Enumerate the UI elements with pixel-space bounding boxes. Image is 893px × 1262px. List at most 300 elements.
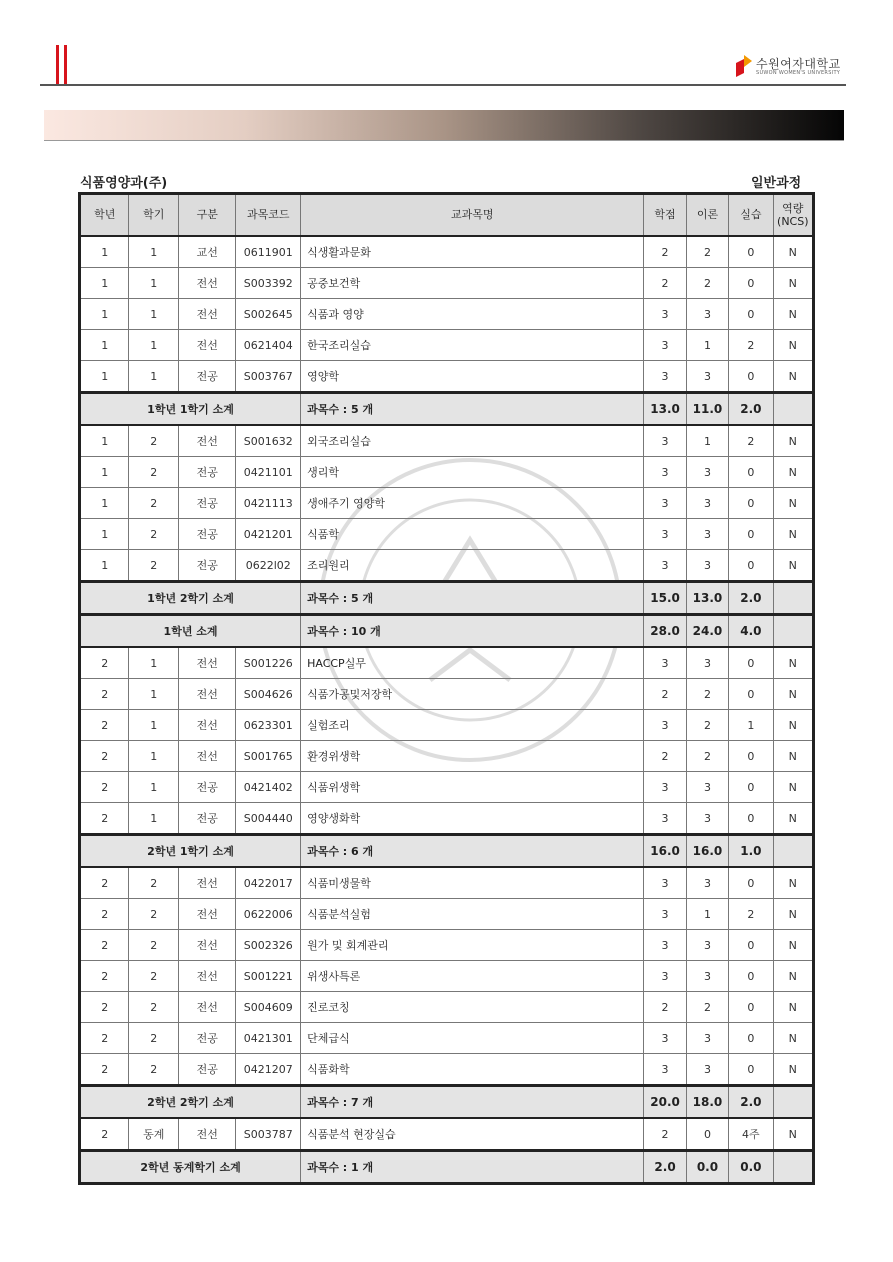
cell-semester: 2 xyxy=(129,1023,178,1054)
subtotal-course-count: 과목수 : 6 개 xyxy=(301,835,644,868)
subtotal-ncs-empty xyxy=(773,1086,813,1119)
cell-practice: 0 xyxy=(729,679,773,710)
cell-course-code: 0421402 xyxy=(236,772,301,803)
subtotal-practice: 2.0 xyxy=(729,582,773,615)
header-accent-bar-left xyxy=(56,45,59,85)
cell-practice: 0 xyxy=(729,236,773,268)
cell-credits: 3 xyxy=(644,1054,686,1086)
subtotal-credits: 15.0 xyxy=(644,582,686,615)
table-header-row xyxy=(80,194,814,237)
cell-semester: 1 xyxy=(129,647,178,679)
subtotal-row xyxy=(80,582,814,615)
cell-year: 2 xyxy=(80,647,129,679)
cell-category: 전공 xyxy=(178,1054,236,1086)
cell-course-name: 식품과 영양 xyxy=(301,299,644,330)
cell-course-code: 0422017 xyxy=(236,867,301,899)
cell-practice: 0 xyxy=(729,361,773,393)
subtotal-theory: 24.0 xyxy=(686,615,728,648)
cell-course-code: S002326 xyxy=(236,930,301,961)
cell-ncs: N xyxy=(773,1054,813,1086)
cell-theory: 3 xyxy=(686,803,728,835)
table-row xyxy=(80,236,814,268)
cell-credits: 2 xyxy=(644,679,686,710)
cell-category: 전선 xyxy=(178,899,236,930)
table-row xyxy=(80,647,814,679)
cell-credits: 3 xyxy=(644,772,686,803)
cell-year: 1 xyxy=(80,330,129,361)
cell-ncs: N xyxy=(773,741,813,772)
cell-course-code: 0611901 xyxy=(236,236,301,268)
table-row xyxy=(80,425,814,457)
cell-semester: 2 xyxy=(129,519,178,550)
cell-course-code: 0421207 xyxy=(236,1054,301,1086)
cell-course-code: S003767 xyxy=(236,361,301,393)
subtotal-practice: 2.0 xyxy=(729,1086,773,1119)
cell-ncs: N xyxy=(773,867,813,899)
cell-practice: 2 xyxy=(729,330,773,361)
cell-year: 1 xyxy=(80,457,129,488)
cell-theory: 1 xyxy=(686,899,728,930)
cell-ncs: N xyxy=(773,299,813,330)
subtotal-label: 2학년 동계학기 소계 xyxy=(80,1151,301,1184)
subtotal-theory: 11.0 xyxy=(686,393,728,426)
cell-category: 교선 xyxy=(178,236,236,268)
subtotal-course-count: 과목수 : 1 개 xyxy=(301,1151,644,1184)
cell-credits: 3 xyxy=(644,519,686,550)
department-title: 식품영양과(주) xyxy=(80,176,168,191)
cell-course-code: 0621404 xyxy=(236,330,301,361)
cell-credits: 3 xyxy=(644,550,686,582)
cell-theory: 3 xyxy=(686,867,728,899)
cell-credits: 3 xyxy=(644,867,686,899)
cell-theory: 0 xyxy=(686,1118,728,1151)
cell-ncs: N xyxy=(773,772,813,803)
cell-course-code: S004440 xyxy=(236,803,301,835)
cell-semester: 2 xyxy=(129,867,178,899)
cell-practice: 0 xyxy=(729,1054,773,1086)
cell-course-name: 영양생화학 xyxy=(301,803,644,835)
cell-course-code: S001226 xyxy=(236,647,301,679)
cell-course-code: 0623301 xyxy=(236,710,301,741)
subtotal-credits: 13.0 xyxy=(644,393,686,426)
program-type: 일반과정 xyxy=(751,176,802,191)
cell-course-name: 한국조리실습 xyxy=(301,330,644,361)
cell-theory: 3 xyxy=(686,961,728,992)
cell-year: 2 xyxy=(80,710,129,741)
cell-course-code: S001632 xyxy=(236,425,301,457)
subtotal-course-count: 과목수 : 5 개 xyxy=(301,582,644,615)
cell-category: 전선 xyxy=(178,867,236,899)
table-row xyxy=(80,550,814,582)
cell-ncs: N xyxy=(773,961,813,992)
cell-ncs: N xyxy=(773,550,813,582)
university-name-english: SUWON WOMEN'S UNIVERSITY xyxy=(756,70,841,76)
cell-year: 2 xyxy=(80,867,129,899)
cell-course-name: 진로코칭 xyxy=(301,992,644,1023)
cell-practice: 0 xyxy=(729,457,773,488)
cell-course-name: 환경위생학 xyxy=(301,741,644,772)
subtotal-ncs-empty xyxy=(773,393,813,426)
cell-course-code: 0421113 xyxy=(236,488,301,519)
column-header-theory: 이론 xyxy=(686,194,728,237)
cell-year: 2 xyxy=(80,803,129,835)
cell-ncs: N xyxy=(773,268,813,299)
cell-category: 전선 xyxy=(178,330,236,361)
cell-course-code: 0421101 xyxy=(236,457,301,488)
cell-course-name: 실험조리 xyxy=(301,710,644,741)
cell-practice: 0 xyxy=(729,961,773,992)
cell-credits: 3 xyxy=(644,330,686,361)
table-row xyxy=(80,1118,814,1151)
cell-credits: 3 xyxy=(644,961,686,992)
cell-practice: 0 xyxy=(729,741,773,772)
cell-semester: 1 xyxy=(129,710,178,741)
table-row xyxy=(80,867,814,899)
cell-practice: 2 xyxy=(729,899,773,930)
cell-practice: 0 xyxy=(729,268,773,299)
cell-year: 2 xyxy=(80,679,129,710)
cell-course-name: 식생활과문화 xyxy=(301,236,644,268)
cell-credits: 3 xyxy=(644,457,686,488)
cell-course-code: 0622l02 xyxy=(236,550,301,582)
column-header-year: 학년 xyxy=(80,194,129,237)
cell-category: 전선 xyxy=(178,710,236,741)
cell-ncs: N xyxy=(773,803,813,835)
cell-course-name: 식품화학 xyxy=(301,1054,644,1086)
subtotal-label: 2학년 2학기 소계 xyxy=(80,1086,301,1119)
header-accent-bar-right xyxy=(64,45,67,85)
cell-practice: 0 xyxy=(729,299,773,330)
cell-course-name: 단체급식 xyxy=(301,1023,644,1054)
cell-course-name: 식품위생학 xyxy=(301,772,644,803)
cell-semester: 1 xyxy=(129,330,178,361)
cell-semester: 2 xyxy=(129,961,178,992)
cell-theory: 3 xyxy=(686,361,728,393)
cell-practice: 0 xyxy=(729,550,773,582)
cell-ncs: N xyxy=(773,710,813,741)
cell-course-name: 생애주기 영양학 xyxy=(301,488,644,519)
table-row xyxy=(80,519,814,550)
cell-category: 전선 xyxy=(178,299,236,330)
cell-theory: 3 xyxy=(686,488,728,519)
cell-ncs: N xyxy=(773,519,813,550)
cell-practice: 0 xyxy=(729,1023,773,1054)
cell-ncs: N xyxy=(773,899,813,930)
table-row xyxy=(80,268,814,299)
curriculum-table xyxy=(78,192,815,1185)
column-header-semester: 학기 xyxy=(129,194,178,237)
cell-practice: 0 xyxy=(729,647,773,679)
cell-year: 1 xyxy=(80,236,129,268)
cell-category: 전공 xyxy=(178,772,236,803)
cell-category: 전공 xyxy=(178,488,236,519)
cell-semester: 1 xyxy=(129,299,178,330)
cell-ncs: N xyxy=(773,488,813,519)
table-row xyxy=(80,679,814,710)
cell-category: 전공 xyxy=(178,361,236,393)
cell-theory: 3 xyxy=(686,1054,728,1086)
column-header-credits: 학점 xyxy=(644,194,686,237)
cell-theory: 2 xyxy=(686,236,728,268)
cell-course-code: S003787 xyxy=(236,1118,301,1151)
cell-course-name: 원가 및 회계관리 xyxy=(301,930,644,961)
table-row xyxy=(80,710,814,741)
cell-ncs: N xyxy=(773,236,813,268)
subtotal-credits: 28.0 xyxy=(644,615,686,648)
cell-semester: 1 xyxy=(129,236,178,268)
cell-ncs: N xyxy=(773,647,813,679)
cell-course-name: 공중보건학 xyxy=(301,268,644,299)
cell-year: 2 xyxy=(80,961,129,992)
table-row xyxy=(80,930,814,961)
table-row xyxy=(80,1054,814,1086)
cell-category: 전선 xyxy=(178,647,236,679)
cell-practice: 2 xyxy=(729,425,773,457)
column-header-practice: 실습 xyxy=(729,194,773,237)
cell-ncs: N xyxy=(773,930,813,961)
cell-semester: 2 xyxy=(129,488,178,519)
cell-semester: 1 xyxy=(129,268,178,299)
cell-credits: 3 xyxy=(644,647,686,679)
column-header-course-name: 교과목명 xyxy=(301,194,644,237)
table-row xyxy=(80,299,814,330)
cell-credits: 3 xyxy=(644,899,686,930)
cell-practice: 0 xyxy=(729,867,773,899)
cell-semester: 2 xyxy=(129,425,178,457)
cell-theory: 3 xyxy=(686,299,728,330)
cell-category: 전선 xyxy=(178,930,236,961)
cell-year: 2 xyxy=(80,1054,129,1086)
cell-course-name: 조리원리 xyxy=(301,550,644,582)
cell-credits: 3 xyxy=(644,299,686,330)
banner-rule xyxy=(44,140,844,141)
cell-category: 전공 xyxy=(178,519,236,550)
cell-course-code: S004609 xyxy=(236,992,301,1023)
cell-year: 2 xyxy=(80,1118,129,1151)
cell-practice: 0 xyxy=(729,992,773,1023)
subtotal-row xyxy=(80,615,814,648)
table-row xyxy=(80,361,814,393)
cell-year: 1 xyxy=(80,268,129,299)
cell-theory: 1 xyxy=(686,425,728,457)
subtotal-credits: 16.0 xyxy=(644,835,686,868)
cell-theory: 3 xyxy=(686,519,728,550)
subtotal-theory: 18.0 xyxy=(686,1086,728,1119)
table-row xyxy=(80,803,814,835)
cell-credits: 2 xyxy=(644,992,686,1023)
cell-course-code: S001221 xyxy=(236,961,301,992)
subtotal-theory: 13.0 xyxy=(686,582,728,615)
cell-semester: 2 xyxy=(129,930,178,961)
section-banner xyxy=(44,110,844,140)
cell-course-name: 식품분석 현장실습 xyxy=(301,1118,644,1151)
cell-theory: 3 xyxy=(686,550,728,582)
cell-course-name: 식품가공및저장학 xyxy=(301,679,644,710)
cell-practice: 0 xyxy=(729,519,773,550)
cell-category: 전공 xyxy=(178,457,236,488)
cell-course-name: 위생사특론 xyxy=(301,961,644,992)
subtotal-practice: 2.0 xyxy=(729,393,773,426)
subtotal-theory: 16.0 xyxy=(686,835,728,868)
cell-ncs: N xyxy=(773,425,813,457)
table-row xyxy=(80,457,814,488)
cell-ncs: N xyxy=(773,330,813,361)
cell-credits: 2 xyxy=(644,236,686,268)
cell-category: 전선 xyxy=(178,741,236,772)
cell-ncs: N xyxy=(773,679,813,710)
column-header-ncs: 역량 (NCS) xyxy=(773,194,813,237)
cell-category: 전공 xyxy=(178,1023,236,1054)
cell-semester: 2 xyxy=(129,1054,178,1086)
cell-semester: 동계 xyxy=(129,1118,178,1151)
cell-category: 전선 xyxy=(178,679,236,710)
table-row xyxy=(80,772,814,803)
cell-theory: 2 xyxy=(686,741,728,772)
subtotal-ncs-empty xyxy=(773,615,813,648)
cell-semester: 2 xyxy=(129,550,178,582)
cell-practice: 0 xyxy=(729,803,773,835)
cell-credits: 3 xyxy=(644,930,686,961)
cell-course-code: 0421201 xyxy=(236,519,301,550)
table-body xyxy=(80,236,814,1184)
cell-category: 전선 xyxy=(178,1118,236,1151)
cell-credits: 3 xyxy=(644,1023,686,1054)
cell-semester: 2 xyxy=(129,457,178,488)
cell-course-code: S002645 xyxy=(236,299,301,330)
cell-year: 1 xyxy=(80,550,129,582)
subtotal-theory: 0.0 xyxy=(686,1151,728,1184)
cell-credits: 3 xyxy=(644,803,686,835)
cell-year: 2 xyxy=(80,899,129,930)
cell-theory: 2 xyxy=(686,710,728,741)
subtotal-label: 1학년 2학기 소계 xyxy=(80,582,301,615)
subtotal-credits: 2.0 xyxy=(644,1151,686,1184)
cell-course-code: S003392 xyxy=(236,268,301,299)
cell-credits: 2 xyxy=(644,741,686,772)
cell-year: 2 xyxy=(80,772,129,803)
cell-theory: 2 xyxy=(686,268,728,299)
university-logo-icon xyxy=(736,55,752,77)
cell-credits: 3 xyxy=(644,488,686,519)
cell-year: 2 xyxy=(80,992,129,1023)
cell-course-code: 0421301 xyxy=(236,1023,301,1054)
cell-practice: 0 xyxy=(729,772,773,803)
cell-semester: 1 xyxy=(129,803,178,835)
cell-course-name: 식품학 xyxy=(301,519,644,550)
cell-practice: 1 xyxy=(729,710,773,741)
cell-year: 1 xyxy=(80,299,129,330)
cell-practice: 0 xyxy=(729,930,773,961)
cell-theory: 3 xyxy=(686,457,728,488)
subtotal-ncs-empty xyxy=(773,1151,813,1184)
subtotal-ncs-empty xyxy=(773,582,813,615)
subtotal-course-count: 과목수 : 10 개 xyxy=(301,615,644,648)
cell-theory: 2 xyxy=(686,992,728,1023)
cell-year: 1 xyxy=(80,488,129,519)
cell-semester: 2 xyxy=(129,899,178,930)
cell-course-name: 영양학 xyxy=(301,361,644,393)
subtotal-practice: 0.0 xyxy=(729,1151,773,1184)
cell-course-code: S004626 xyxy=(236,679,301,710)
cell-course-code: S001765 xyxy=(236,741,301,772)
subtotal-label: 1학년 소계 xyxy=(80,615,301,648)
subtotal-practice: 1.0 xyxy=(729,835,773,868)
cell-credits: 3 xyxy=(644,425,686,457)
cell-semester: 1 xyxy=(129,741,178,772)
table-row xyxy=(80,741,814,772)
cell-course-name: 식품미생물학 xyxy=(301,867,644,899)
subtotal-row xyxy=(80,393,814,426)
subtotal-row xyxy=(80,1086,814,1119)
cell-ncs: N xyxy=(773,992,813,1023)
cell-course-name: 식품분석실험 xyxy=(301,899,644,930)
cell-theory: 3 xyxy=(686,647,728,679)
cell-course-name: 외국조리실습 xyxy=(301,425,644,457)
cell-course-name: HACCP실무 xyxy=(301,647,644,679)
cell-category: 전선 xyxy=(178,268,236,299)
cell-year: 1 xyxy=(80,361,129,393)
cell-category: 전선 xyxy=(178,961,236,992)
cell-ncs: N xyxy=(773,1118,813,1151)
table-row xyxy=(80,1023,814,1054)
cell-category: 전선 xyxy=(178,425,236,457)
subtotal-course-count: 과목수 : 5 개 xyxy=(301,393,644,426)
cell-credits: 2 xyxy=(644,1118,686,1151)
table-row xyxy=(80,992,814,1023)
table-row xyxy=(80,330,814,361)
cell-practice: 0 xyxy=(729,488,773,519)
cell-category: 전공 xyxy=(178,803,236,835)
cell-semester: 1 xyxy=(129,772,178,803)
cell-semester: 1 xyxy=(129,679,178,710)
cell-semester: 2 xyxy=(129,992,178,1023)
cell-credits: 3 xyxy=(644,361,686,393)
subtotal-label: 2학년 1학기 소계 xyxy=(80,835,301,868)
subtotal-row xyxy=(80,1151,814,1184)
subtotal-ncs-empty xyxy=(773,835,813,868)
cell-year: 1 xyxy=(80,519,129,550)
cell-theory: 3 xyxy=(686,930,728,961)
cell-course-code: 0622006 xyxy=(236,899,301,930)
cell-ncs: N xyxy=(773,457,813,488)
cell-year: 2 xyxy=(80,930,129,961)
subtotal-practice: 4.0 xyxy=(729,615,773,648)
university-name: 수원여자대학교 xyxy=(756,57,841,71)
cell-credits: 2 xyxy=(644,268,686,299)
cell-course-name: 생리학 xyxy=(301,457,644,488)
cell-theory: 3 xyxy=(686,1023,728,1054)
cell-practice: 4주 xyxy=(729,1118,773,1151)
subtotal-row xyxy=(80,835,814,868)
subtotal-course-count: 과목수 : 7 개 xyxy=(301,1086,644,1119)
cell-category: 전선 xyxy=(178,992,236,1023)
cell-theory: 3 xyxy=(686,772,728,803)
column-header-course-code: 과목코드 xyxy=(236,194,301,237)
cell-ncs: N xyxy=(773,361,813,393)
cell-credits: 3 xyxy=(644,710,686,741)
table-row xyxy=(80,488,814,519)
cell-theory: 1 xyxy=(686,330,728,361)
cell-year: 2 xyxy=(80,741,129,772)
cell-theory: 2 xyxy=(686,679,728,710)
cell-category: 전공 xyxy=(178,550,236,582)
subtotal-label: 1학년 1학기 소계 xyxy=(80,393,301,426)
cell-ncs: N xyxy=(773,1023,813,1054)
cell-year: 2 xyxy=(80,1023,129,1054)
subtotal-credits: 20.0 xyxy=(644,1086,686,1119)
table-row xyxy=(80,899,814,930)
cell-semester: 1 xyxy=(129,361,178,393)
